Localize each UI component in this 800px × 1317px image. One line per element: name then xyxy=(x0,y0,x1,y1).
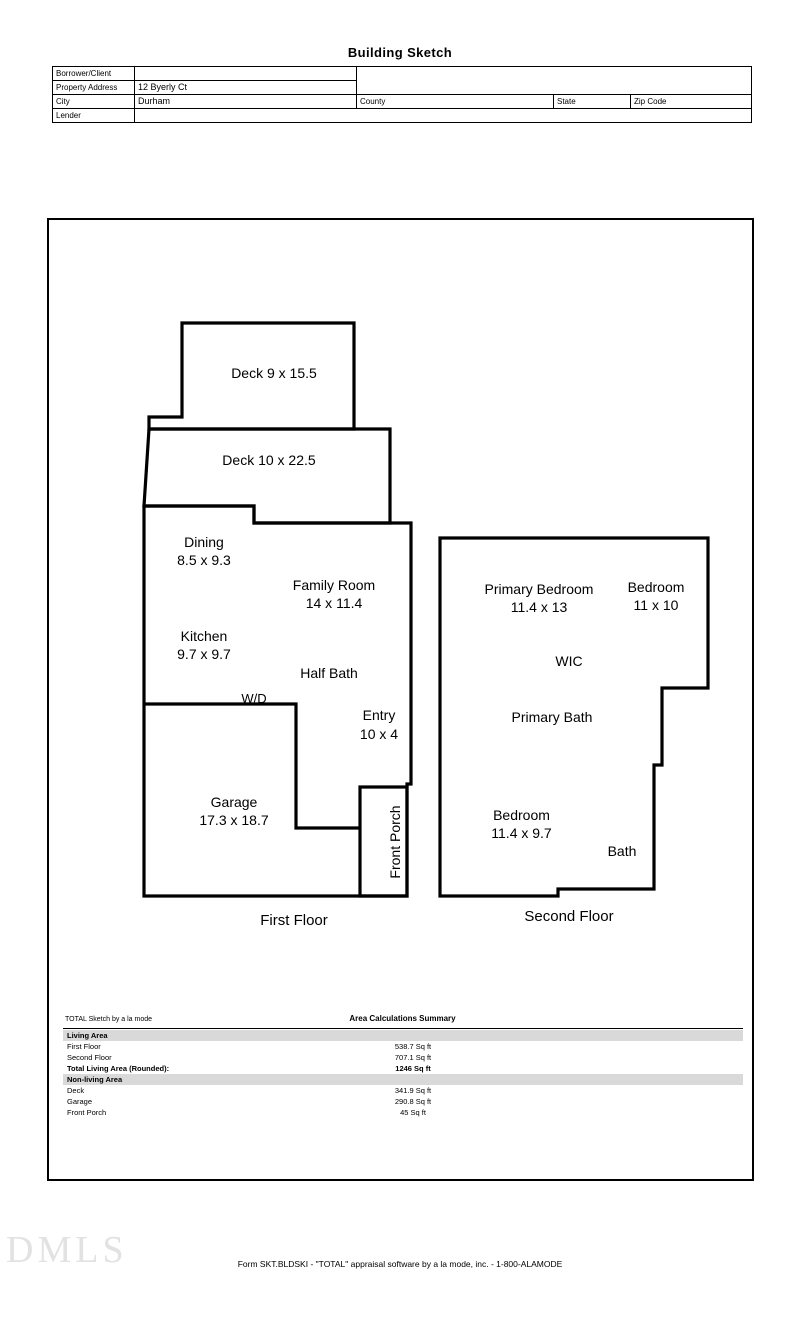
room-label-primary-bedroom-dims: 11.4 x 13 xyxy=(510,599,568,615)
divider xyxy=(63,1028,743,1029)
table-row xyxy=(53,67,752,81)
lender-label: Lender xyxy=(53,109,135,123)
city-value: Durham xyxy=(135,95,357,109)
state-label: State xyxy=(554,95,631,109)
room-label-half-bath: Half Bath xyxy=(300,665,358,681)
table-row xyxy=(63,1085,743,1096)
area-row-value: 1246 Sq ft xyxy=(395,1064,431,1073)
area-row-name: Non-living Area xyxy=(67,1075,123,1084)
table-row xyxy=(63,1096,743,1107)
dmls-watermark: DMLS xyxy=(6,1229,128,1271)
area-row-name: Front Porch xyxy=(67,1108,107,1117)
area-calculations-table xyxy=(63,1030,743,1118)
room-label-deck-upper: Deck 9 x 15.5 xyxy=(231,365,317,381)
area-row-value: 707.1 Sq ft xyxy=(394,1053,432,1062)
room-label-garage-dims: 17.3 x 18.7 xyxy=(199,812,269,828)
table-row xyxy=(63,1052,743,1063)
area-row-name: Total Living Area (Rounded): xyxy=(67,1064,170,1073)
total-sketch-credit: TOTAL Sketch by a la mode xyxy=(65,1016,153,1023)
area-calculations-title: Area Calculations Summary xyxy=(349,1014,456,1023)
county-label: County xyxy=(357,95,554,109)
room-label-kitchen-name: Kitchen xyxy=(180,628,228,644)
page-title: Building Sketch xyxy=(347,45,453,60)
room-label-garage-name: Garage xyxy=(210,794,258,810)
property-info-table xyxy=(52,66,752,123)
room-label-dining-dims: 8.5 x 9.3 xyxy=(177,552,231,568)
table-row xyxy=(53,81,752,95)
property-address-label: Property Address xyxy=(53,81,135,95)
table-row xyxy=(63,1107,743,1118)
room-label-wic: WIC xyxy=(555,653,583,669)
table-row xyxy=(53,109,752,123)
room-label-bedroom3-dims: 11.4 x 9.7 xyxy=(491,825,552,841)
room-label-front-porch: Front Porch xyxy=(387,805,403,879)
area-row-name: Deck xyxy=(67,1086,85,1095)
lender-value xyxy=(135,109,752,123)
room-label-bedroom2-dims: 11 x 10 xyxy=(633,597,679,613)
table-row xyxy=(63,1063,743,1074)
room-label-bath: Bath xyxy=(607,843,637,859)
area-row-name: Second Floor xyxy=(67,1053,112,1062)
area-row-name: Living Area xyxy=(67,1031,108,1040)
form-footer-note: Form SKT.BLDSKI - "TOTAL" appraisal software by a la mode, inc. - 1-800-ALAMODE xyxy=(237,1259,563,1269)
room-label-bedroom2-name: Bedroom xyxy=(627,579,685,595)
property-address-value: 12 Byerly Ct xyxy=(135,81,357,95)
table-row xyxy=(53,95,752,109)
room-label-dining-name: Dining xyxy=(184,534,224,550)
borrower-label: Borrower/Client xyxy=(53,67,135,81)
room-label-entry-name: Entry xyxy=(362,707,396,723)
room-label-wd: W/D xyxy=(241,691,267,706)
room-label-family-dims: 14 x 11.4 xyxy=(305,595,363,611)
city-label: City xyxy=(53,95,135,109)
area-row-name: First Floor xyxy=(67,1042,101,1051)
building-sketch-panel xyxy=(47,218,754,1181)
second-floor-title: Second Floor xyxy=(524,908,614,925)
area-row-name: Garage xyxy=(67,1097,93,1106)
room-label-primary-bedroom-name: Primary Bedroom xyxy=(484,581,594,597)
borrower-value xyxy=(135,67,357,81)
room-label-family-name: Family Room xyxy=(292,577,376,593)
table-row xyxy=(63,1041,743,1052)
room-label-entry-dims: 10 x 4 xyxy=(359,726,399,742)
table-row xyxy=(63,1074,743,1085)
area-row-value: 538.7 Sq ft xyxy=(394,1042,432,1051)
room-label-kitchen-dims: 9.7 x 9.7 xyxy=(177,646,231,662)
zip-label: Zip Code xyxy=(631,95,752,109)
first-floor-title: First Floor xyxy=(260,912,328,929)
area-row-value: 45 Sq ft xyxy=(400,1108,426,1117)
area-row-value: 341.9 Sq ft xyxy=(394,1086,432,1095)
room-label-bedroom3-name: Bedroom xyxy=(493,807,550,823)
area-row-value: 290.8 Sq ft xyxy=(394,1097,432,1106)
room-label-deck-lower: Deck 10 x 22.5 xyxy=(222,452,316,468)
table-row xyxy=(63,1030,743,1041)
room-label-primary-bath: Primary Bath xyxy=(511,709,593,725)
